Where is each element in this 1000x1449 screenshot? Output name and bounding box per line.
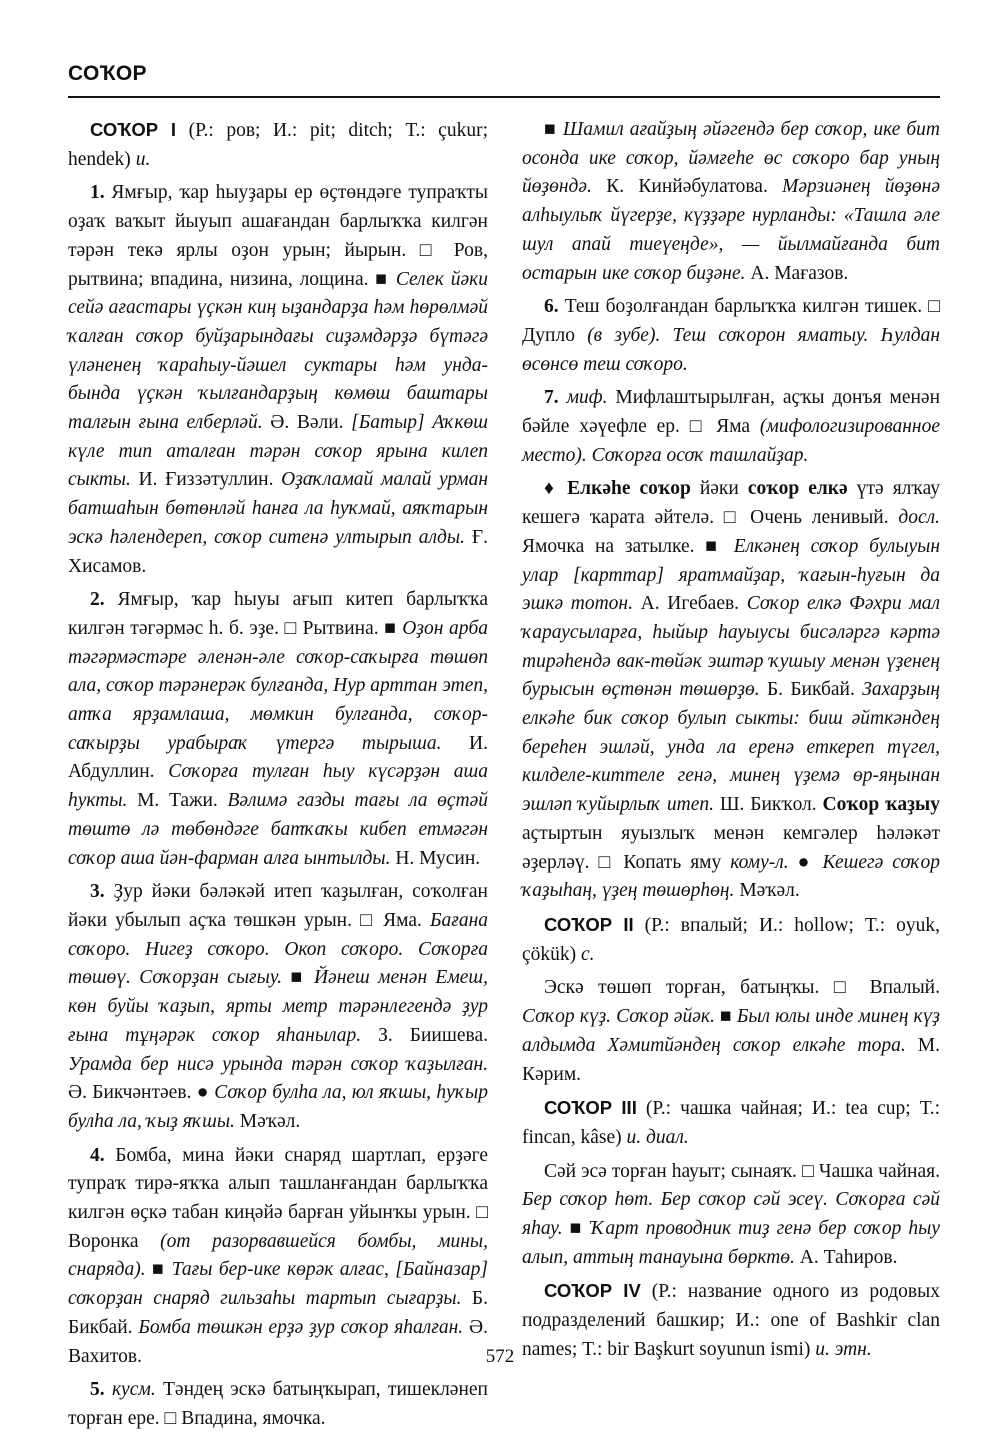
- left-column: [68, 116, 488, 1439]
- example-text: Соҡор елкә Фәхри мал ҡараусыларға, һыйыр һауыусы бисәләргә кәртә тирәһендә вак-төйәк эштәр ҡушыу менән үҙенең бурысын өҫтөнән төшөрҙө.: [522, 593, 941, 701]
- definition-text: аҫтыртын яуызлыҡ менән кемгәлер һәләкәт әҙерләү. □ Копать яму: [522, 822, 940, 873]
- dictionary-paragraph: [68, 1376, 488, 1433]
- definition-text: соҡор елкә: [747, 478, 848, 500]
- definition-text: М. Кәрим.: [522, 1034, 941, 1085]
- example-text: Шамил ағайҙың әйәгендә бер соҡор, ике бит осонда ике соҡор, йәмғеһе өс соҡоро бар уның йөҙөндә.: [522, 119, 940, 198]
- example-text: Оҙон арба тәгәрмәстәре әленән-әле соҡор-саҡырға төшөп ала, соҡор тәрәнерәк булғанда, Нур арттан этеп, атҡа ярҙамлаша, мөмкин булғанда, соҡор-саҡырҙы урабыраҡ үтергә тырыша.: [68, 617, 489, 754]
- definition-text: Б. Бикбай.: [759, 679, 863, 701]
- dictionary-paragraph: [522, 974, 940, 1089]
- example-text: Селек йәки сейә ағастары үҫкән киң ыҙандарҙа һәм һөрөлмәй ҡалған соҡор буйҙарындағы сиҙәмдәрҙә бүтәгә үләненең ҡараһыу-йәшел суктары һәм унда-бында үҫкән ҡылғандарҙың көмөш баштары талғын ғына елберләй.: [68, 268, 488, 434]
- example-text: [Батыр] Аҡкөш күле тип аталған тәрән соҡор ярына килеп сыкты.: [68, 412, 488, 491]
- dictionary-paragraph: [522, 475, 940, 906]
- running-head-word: СОҠОР: [68, 62, 147, 85]
- example-text: Оҙаҡламай малай урман батшаһын бөтөнләй һанға ла һуҡмай, аяҡтарын эскә һәлендереп, соҡор ситенә ултырып алды.: [68, 469, 488, 548]
- dictionary-paragraph: [522, 384, 940, 470]
- headword: СОҠОР I: [90, 119, 177, 140]
- dictionary-paragraph: [68, 179, 488, 581]
- definition-text: (Р.: чашка чайная; И.: tea cup; Т.: fincan, kâse): [522, 1098, 940, 1148]
- definition-text: 1.: [90, 182, 105, 204]
- definition-text: А. Таһиров.: [794, 1246, 898, 1268]
- definition-text: (Р.: впалый; И.: hollow; Т.: oyuk, çökük): [522, 914, 940, 965]
- definition-text: Ҙур йәки бәләкәй итеп ҡаҙылған, соҡолған йәки убылып аҫҡа төшкән урын. □ Яма.: [68, 881, 488, 931]
- definition-text: йәки: [690, 478, 748, 500]
- dictionary-paragraph: [522, 116, 940, 288]
- example-text: Соҡор күҙ. Соҡор әйәк.: [522, 1006, 715, 1028]
- dictionary-paragraph: [522, 1094, 940, 1152]
- definition-text: И. Абдуллин.: [68, 732, 488, 783]
- definition-text: Ш. Бикҡол.: [713, 794, 823, 816]
- example-text: Кешегә соҡор ҡаҙыһаң, үҙең төшөрһөң.: [522, 851, 940, 902]
- example-text: (от разорвавшейся бомбы, мины, снаряда).: [68, 1230, 488, 1281]
- definition-text: 7.: [544, 387, 559, 409]
- dictionary-paragraph: [68, 878, 488, 1136]
- definition-text: ■: [562, 1218, 591, 1240]
- example-text: (мифологизированное место). Соҡорға осоҡ ташлайҙар.: [522, 416, 940, 466]
- example-text: Бағана соҡоро. Нигеҙ соҡоро. Окоп соҡоро. Соҡорға төшөү. Соҡорҙан сығыу.: [68, 909, 488, 989]
- definition-text: М. Тажи.: [127, 790, 228, 812]
- definition-text: үтә ялҡау кешегә ҡарата әйтелә. □ Очень ленивый.: [522, 478, 940, 529]
- definition-text: ■: [145, 1259, 172, 1281]
- definition-text: ●: [788, 851, 823, 873]
- example-text: и.: [135, 148, 151, 170]
- definition-text: Сәй эсә торған һауыт; сынаяҡ. □ Чашка чайная.: [544, 1160, 940, 1182]
- dictionary-paragraph: [522, 911, 940, 969]
- definition-text: 5.: [90, 1379, 105, 1401]
- definition-text: Бомба, мина йәки снаряд шартлап, ерҙәге тупраҡ тирә-яҡҡа алып ташланғандан барлыҡҡа килгән өҫкә табан киңәйә барған уйынҡы урын. □ Воронка: [68, 1144, 488, 1252]
- example-text: Мәрзиәнең йөҙөнә алһыулыҡ йүгерҙе, күҙҙәре нурланды: «Ташла әле шул апай тиеүеңде», — йылмайғанда бит остарын ике соҡор биҙәне.: [522, 176, 940, 284]
- example-text: Йәнеш менән Емеш, көн буйы ҡаҙып, ярты метр тәрәнлегендә ҙур ғына тұңәрәк соҡор яһанылар.: [68, 967, 489, 1046]
- definition-text: Мәҡәл.: [734, 880, 800, 902]
- definition-text: 3.: [90, 881, 105, 903]
- definition-text: Тәндең эскә батыңҡырап, тишекләнеп торған ере. □ Впадина, ямочка.: [68, 1379, 488, 1429]
- definition-text: Ямочка на затылке. ■: [522, 535, 734, 557]
- example-text: Бер соҡор һөт. Бер соҡор сәй эсеү. Соҡорға сәй яһау.: [522, 1189, 940, 1240]
- dictionary-paragraph: [68, 116, 488, 174]
- definition-text: З. Биишева.: [361, 1024, 488, 1046]
- headword: СОҠОР IV: [544, 1280, 641, 1302]
- definition-text: И. Ғиззәтуллин.: [130, 469, 282, 491]
- example-text: Был юлы инде минең күҙ алдымда Хәмитйәндең соҡор елкәһе тора.: [522, 1006, 940, 1056]
- definition-text: 2.: [90, 589, 105, 611]
- definition-text: Ямғыр, ҡар һыуы ағып китеп барлыҡҡа килгән тәгәрмәс һ. б. эҙе. □ Рытвина. ■: [68, 589, 488, 639]
- example-text: Соҡор булһа ла, юл яҡшы, һуҡыр булһа ла, ҡыҙ яҡшы.: [68, 1082, 488, 1132]
- definition-text: Ямғыр, ҡар һыуҙары ер өҫтөндәге тупраҡты оҙаҡ ваҡыт йыуып ашағандан барлыҡҡа килгән тәрән текә ярлы оҙон урын; йырын. □ Ров, рытвина; впадина, низина, лощина. ■: [68, 182, 488, 290]
- dictionary-paragraph: [522, 1158, 940, 1273]
- definition-text: Ә. Бикчәнтәев. ●: [68, 1082, 215, 1104]
- example-text: Бомба төшкән ерҙә ҙур соҡор яһалған.: [138, 1316, 464, 1338]
- definition-text: А. Мағазов.: [745, 262, 849, 284]
- example-text: Ҡарт проводник тиҙ генә бер соҡор һыу алып, аттың танауына бөрктө.: [522, 1218, 941, 1268]
- definition-text: Теш боҙолғандан барлыҡҡа килгән тишек. □ Дупло: [522, 296, 940, 346]
- example-text: Елкәнең соҡор булыуын улар [карттар] яратмайҙар, ҡағын-һуғын да эшкә тотон.: [522, 535, 941, 615]
- headword: СОҠОР II: [544, 913, 634, 935]
- definition-text: ♦ Елкәһе соҡор: [544, 478, 691, 500]
- definition-text: [559, 387, 567, 408]
- definition-text: Н. Мусин.: [390, 847, 481, 869]
- example-text: кусм.: [111, 1379, 156, 1401]
- running-head: [68, 62, 940, 98]
- definition-text: А. Игебаев.: [632, 593, 747, 615]
- example-text: Тағы бер-ике көрәк алғас, [Байназар] соҡорҙан снаряд гильзаһы тартып сығарҙы.: [68, 1259, 488, 1310]
- example-text: с.: [581, 943, 595, 965]
- definition-text: Соҡор ҡаҙыу: [822, 794, 940, 816]
- definition-text: 4.: [90, 1144, 105, 1166]
- definition-text: Ә. Вахитов.: [68, 1316, 488, 1367]
- page-number: 572: [485, 1346, 515, 1367]
- dictionary-paragraph: [68, 586, 488, 873]
- definition-text: ■: [282, 967, 314, 989]
- dictionary-paragraph: [68, 1142, 488, 1372]
- example-text: и. этн.: [815, 1338, 872, 1360]
- example-text: (в зубе). Теш соҡорон яматыу. Һулдан өсөнсө теш соҡоро.: [522, 324, 940, 375]
- example-text: и. диал.: [626, 1126, 689, 1148]
- definition-text: (Р.: название одного из родовых подразделений башкир; И.: one of Bashkir clan names; Т.: bir Başkurt soyunun ismi): [522, 1281, 940, 1360]
- definition-text: Б. Бикбай.: [68, 1288, 489, 1338]
- example-text: Урамда бер нисә урында тәрән соҡор ҡаҙылған.: [68, 1053, 488, 1075]
- example-text: миф.: [566, 387, 608, 409]
- definition-text: Эскә төшөп торған, батыңҡы. □ Впалый.: [544, 977, 940, 999]
- definition-text: ■: [714, 1006, 737, 1028]
- definition-text: Ә. Вәли.: [262, 412, 352, 434]
- definition-text: (Р.: ров; И.: pit; ditch; Т.: çukur; hendek): [68, 120, 488, 170]
- right-column: [522, 116, 940, 1370]
- dictionary-paragraph: [522, 293, 940, 379]
- example-text: досл.: [898, 507, 940, 529]
- headword: СОҠОР III: [544, 1097, 637, 1119]
- example-text: Вәлимә газды тағы ла өҫтәй төштө лә төбөндәге батҡаҡы кибеп етмәгән соҡор аша йән-фарман алға ынтылды.: [68, 790, 488, 869]
- definition-text: К. Кинйәбулатова.: [591, 176, 783, 198]
- definition-text: Мәҡәл.: [234, 1110, 301, 1132]
- definition-text: Мифлаштырылған, аҫҡы донъя менән бәйле хәүефле ер. □ Яма: [522, 387, 940, 438]
- example-text: Соҡорға тулған һыу күсәрҙән аша һукты.: [68, 761, 488, 812]
- definition-text: Ғ. Хисамов.: [68, 526, 488, 577]
- definition-text: 6.: [544, 296, 559, 318]
- definition-text: [105, 1379, 112, 1400]
- example-text: Захарҙың елкәһе бик соҡор булып сыкты: биш әйткәндең береһен эшләй, унда ла еренә еткереп түгел, килделе-киттеле генә, минең үҙемә өр-яңынан эшләп ҡуйырлыҡ итеп.: [522, 679, 940, 816]
- example-text: кому-л.: [730, 851, 789, 873]
- definition-text: ■: [544, 119, 563, 140]
